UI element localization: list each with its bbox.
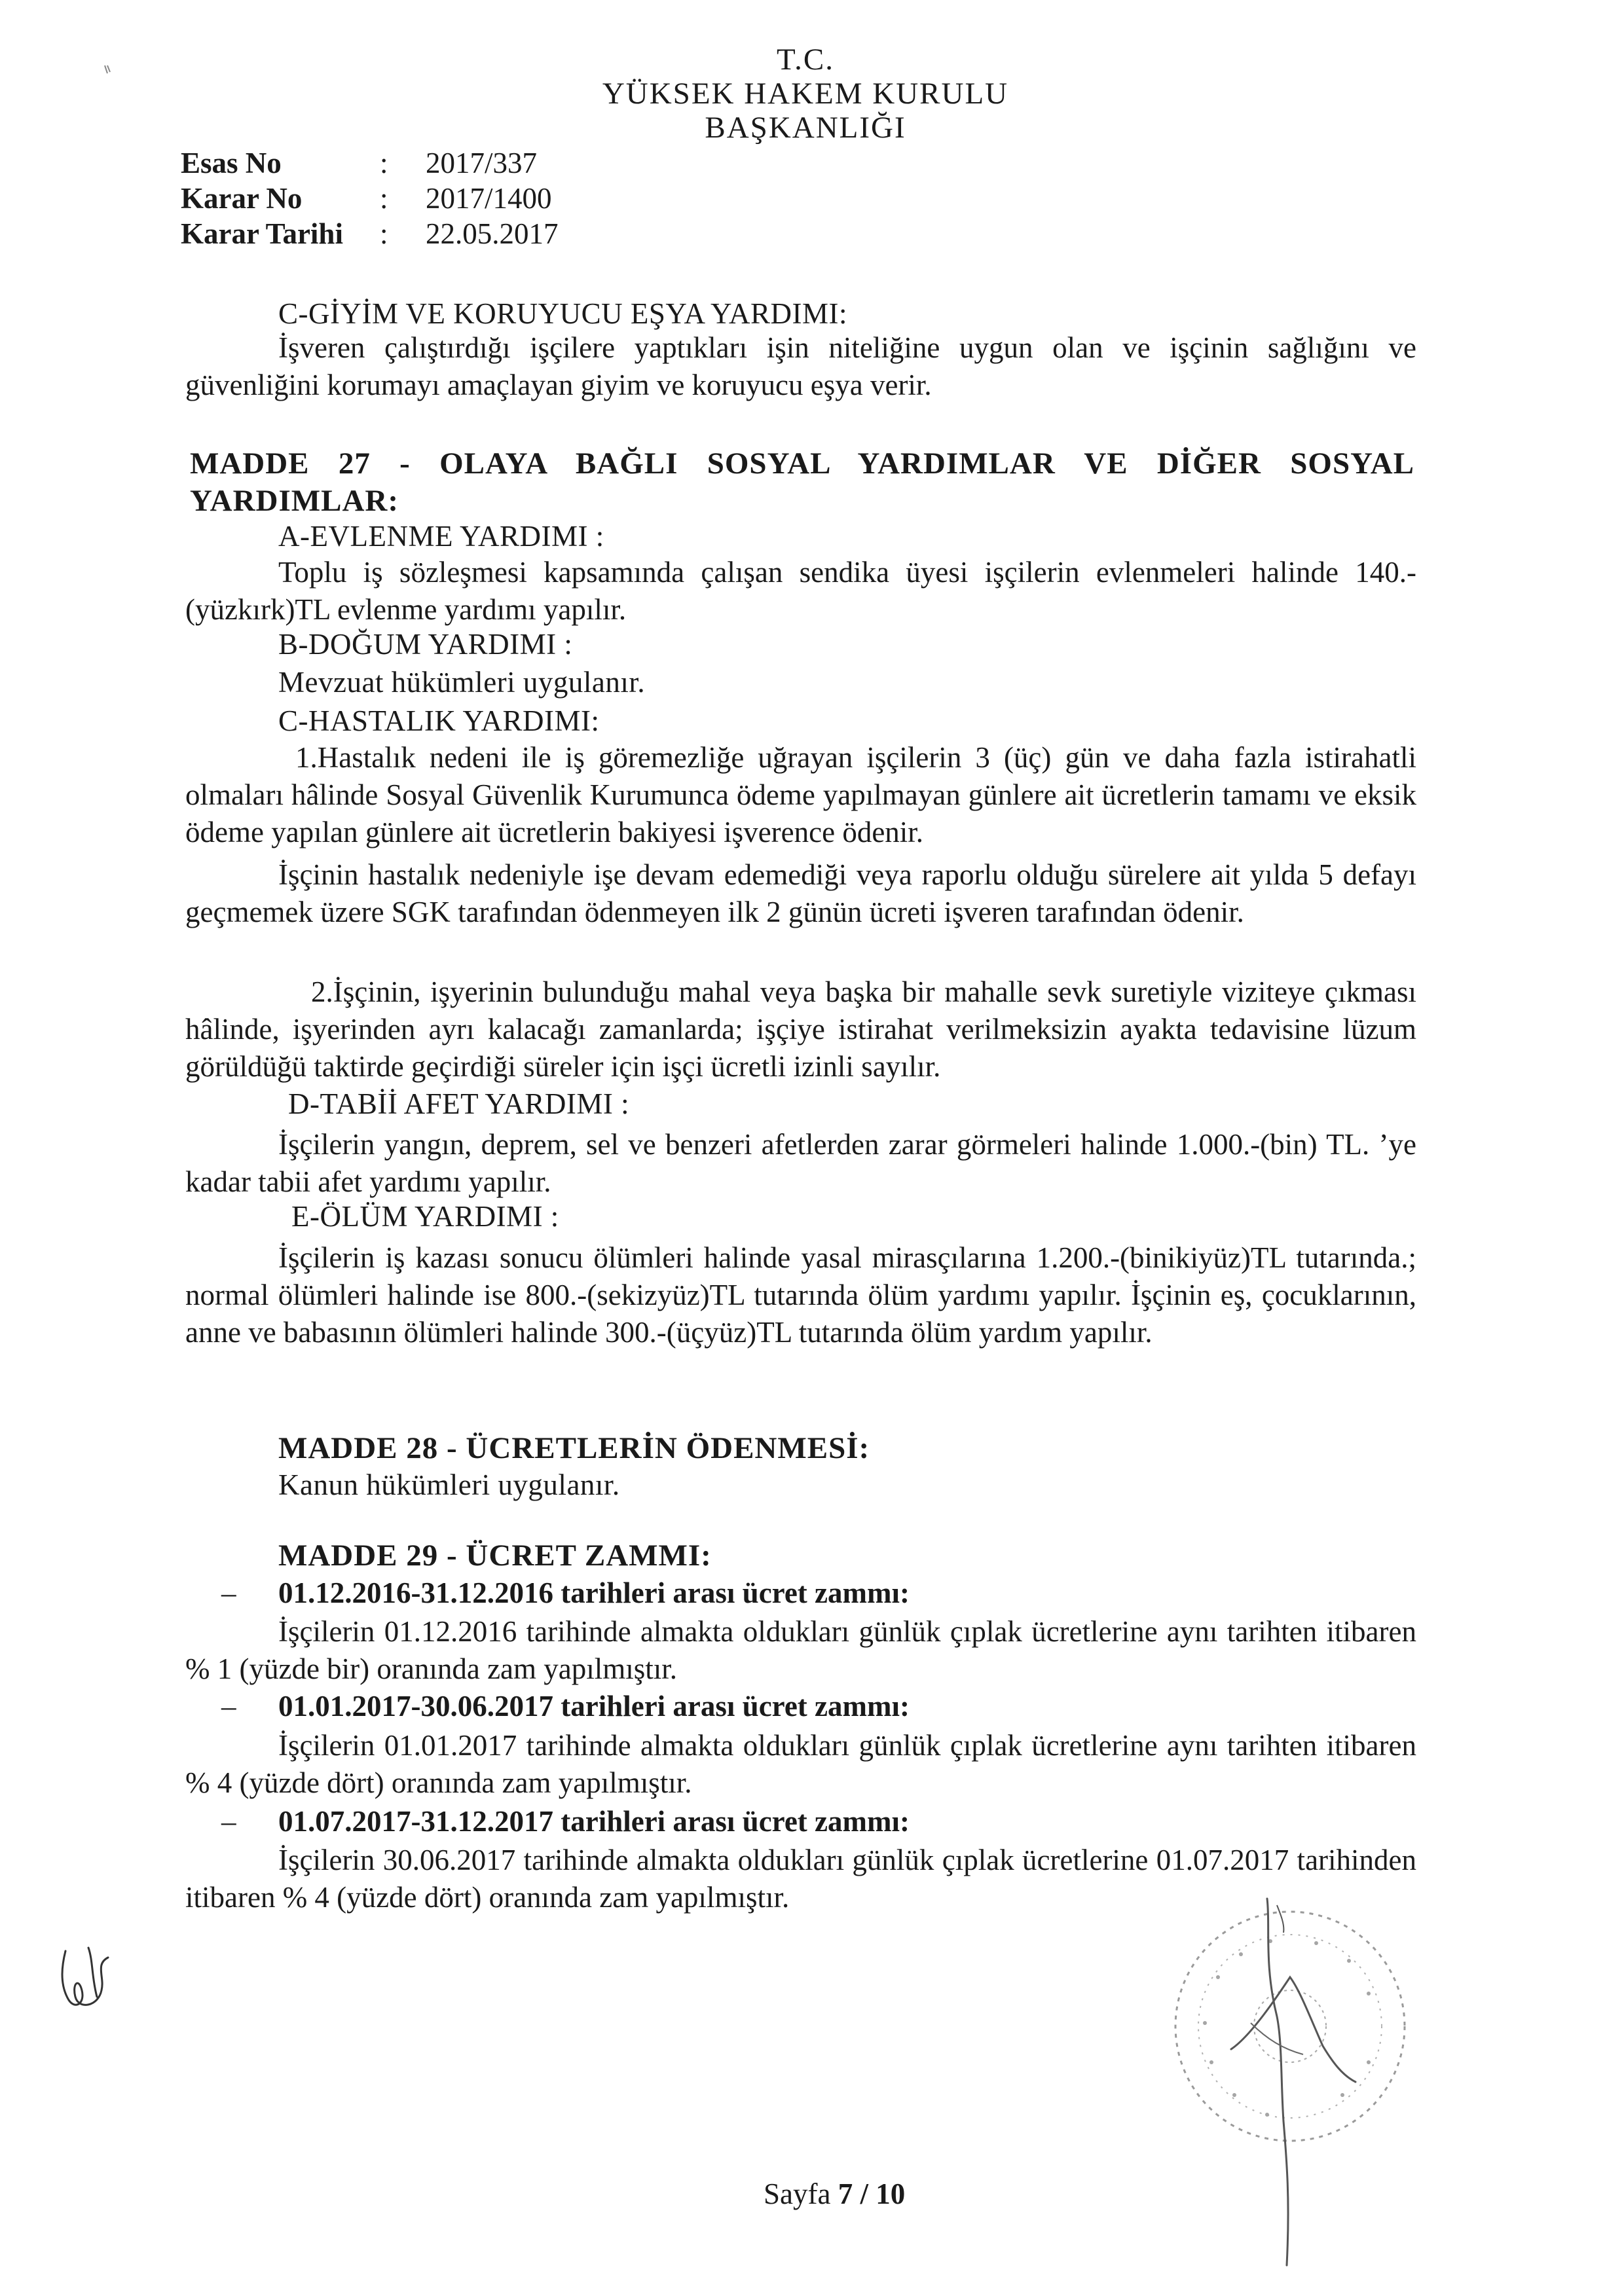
header-tc: T.C. <box>776 43 835 77</box>
header-presidency: BAŞKANLIĞI <box>705 111 906 145</box>
hastalik-text-2: İşçinin hastalık nedeniyle işe devam edemediği veya raporlu olduğu sürelere ait yılda 5 defayı geçmemek üzere SGK tarafından ödenmeyen ilk 2 günün ücreti işveren tarafından ödenir. <box>185 858 1416 928</box>
initials-signature <box>46 1938 131 2023</box>
karar-tarihi-value: 22.05.2017 <box>426 217 559 250</box>
list-dash-3: – <box>221 1805 236 1838</box>
header-institution: YÜKSEK HAKEM KURULU <box>602 77 1009 111</box>
madde28-title: MADDE 28 - ÜCRETLERİN ÖDENMESİ: <box>278 1431 870 1465</box>
dogum-text: Mevzuat hükümleri uygulanır. <box>278 666 646 699</box>
evlenme-heading: A-EVLENME YARDIMI : <box>278 520 604 553</box>
official-stamp <box>1126 1886 1467 2291</box>
afet-text: İşçilerin yangın, deprem, sel ve benzeri afetlerden zarar görmeleri halinde 1.000.-(bin) TL. ’ye kadar tabii afet yardımı yapılır. <box>185 1128 1416 1198</box>
karar-no-label: Karar No <box>181 182 303 215</box>
olum-text: İşçilerin iş kazası sonucu ölümleri halinde yasal mirasçılarına 1.200.-(binikiyüz)TL tutarında.; normal ölümleri halinde ise 800.-(sekizyüz)TL tutarında ölüm yardımı yapılır. İşçinin eş, çocuklarının, anne ve babasının ölümleri halinde 300.-(üçyüz)TL tutarında ölüm yardım yapılır. <box>185 1241 1416 1349</box>
esas-no-value: 2017/337 <box>426 147 538 179</box>
karar-tarihi-label: Karar Tarihi <box>181 217 343 250</box>
madde27-title-line1: MADDE 27 - OLAYA BAĞLI SOSYAL YARDIMLAR VE DİĞER SOSYAL <box>190 446 1414 481</box>
evlenme-text: Toplu iş sözleşmesi kapsamında çalışan sendika üyesi işçilerin evlenmeleri halinde 140.-(yüzkırk)TL evlenme yardımı yapılır. <box>185 556 1416 626</box>
zam-range-3: 01.07.2017-31.12.2017 tarihleri arası ücret zammı: <box>278 1805 910 1838</box>
hastalik-text-3: 2.İşçinin, işyerinin bulunduğu mahal veya başka bir mahalle sevk suretiyle viziteye çıkması hâlinde, işyerinden ayrı kalacağı zamanlarda; işçiye istirahat verilmeksizin ayakta tedavisine lüzum görüldüğü taktirde geçirdiği süreler için işçi ücretli izinli sayılır. <box>185 975 1416 1083</box>
page-total: 10 <box>876 2178 906 2210</box>
karar-tarihi-sep: : <box>380 217 388 250</box>
list-dash-2: – <box>221 1690 236 1722</box>
afet-heading: D-TABİİ AFET YARDIMI : <box>288 1087 630 1120</box>
page-prefix: Sayfa <box>764 2178 831 2210</box>
madde28-text: Kanun hükümleri uygulanır. <box>278 1468 620 1501</box>
hastalik-text-1: 1.Hastalık nedeni ile iş göremezliğe uğrayan işçilerin 3 (üç) gün ve daha fazla istirahatli olmaları hâlinde Sosyal Güvenlik Kurumunca ödeme yapılmayan günlere ait ücretlerin tamamı ve eksik ödeme yapılan günlere ait ücretlerin bakiyesi işverence ödenir. <box>185 741 1416 848</box>
giyim-text: İşveren çalıştırdığı işçilere yaptıkları işin niteliğine uygun olan ve işçinin sağlığını ve güvenliğini korumayı amaçlayan giyim ve koruyucu eşya verir. <box>185 331 1416 401</box>
madde29-title: MADDE 29 - ÜCRET ZAMMI: <box>278 1539 712 1573</box>
zam-range-1: 01.12.2016-31.12.2016 tarihleri arası ücret zammı: <box>278 1576 910 1609</box>
hastalik-heading: C-HASTALIK YARDIMI: <box>278 704 600 737</box>
zam-text-2: İşçilerin 01.01.2017 tarihinde almakta oldukları günlük çıplak ücretlerine aynı tarihten itibaren % 4 (yüzde dört) oranında zam yapılmıştır. <box>185 1729 1416 1799</box>
karar-no-value: 2017/1400 <box>426 182 552 215</box>
zam-range-2: 01.01.2017-30.06.2017 tarihleri arası ücret zammı: <box>278 1690 910 1722</box>
giyim-heading: C-GİYİM VE KORUYUCU EŞYA YARDIMI: <box>278 297 848 330</box>
olum-heading: E-ÖLÜM YARDIMI : <box>291 1200 559 1233</box>
esas-no-label: Esas No <box>181 147 282 179</box>
zam-text-3: İşçilerin 30.06.2017 tarihinde almakta oldukları günlük çıplak ücretlerine 01.07.2017 tarihinden itibaren % 4 (yüzde dört) oranında zam yapılmıştır. <box>185 1844 1416 1914</box>
list-dash-1: – <box>221 1576 236 1609</box>
esas-no-sep: : <box>380 147 388 179</box>
page-number <box>764 2177 905 2211</box>
zam-text-1: İşçilerin 01.12.2016 tarihinde almakta oldukları günlük çıplak ücretlerine aynı tarihten itibaren % 1 (yüzde bir) oranında zam yapılmıştır. <box>185 1615 1416 1685</box>
dogum-heading: B-DOĞUM YARDIMI : <box>278 628 573 661</box>
page-current: 7 <box>838 2178 853 2210</box>
madde27-title-line2: YARDIMLAR: <box>190 484 399 518</box>
karar-no-sep: : <box>380 182 388 215</box>
page-sep: / <box>860 2178 868 2210</box>
page-mark-scribble <box>98 59 118 79</box>
